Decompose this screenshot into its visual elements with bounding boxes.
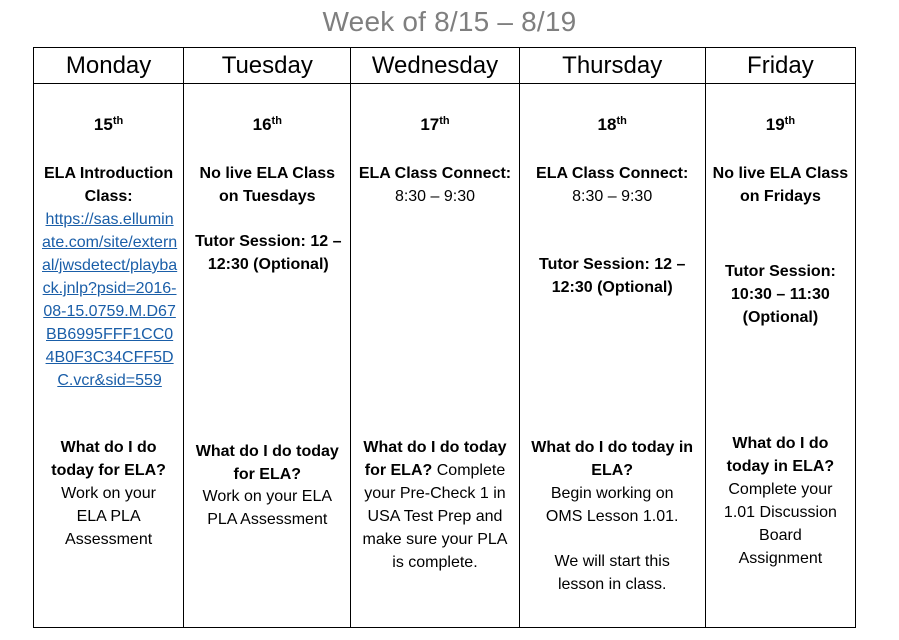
tutor-session: Tutor Session: 12 – 12:30 (Optional) — [195, 233, 342, 273]
class-title: ELA Introduction Class: — [44, 165, 174, 205]
question-heading: What do I do today in ELA? — [726, 435, 835, 475]
date-label: 15th — [93, 115, 124, 134]
note-text: We will start this lesson in class. — [554, 553, 670, 593]
class-title: ELA Class Connect: — [536, 165, 689, 182]
day-cell-monday — [34, 84, 184, 628]
question-heading: What do I do today for ELA? — [195, 443, 339, 483]
task-text: Complete your Pre-Check 1 in USA Test Prep and make sure your PLA is complete. — [362, 462, 508, 571]
task-text: Complete your 1.01 Discussion Board Assignment — [723, 481, 837, 567]
class-time: 8:30 – 9:30 — [394, 188, 476, 205]
class-title: ELA Class Connect: — [358, 165, 512, 182]
day-header-wednesday: Wednesday — [351, 48, 519, 84]
tutor-session: Tutor Session: 12 – 12:30 (Optional) — [538, 256, 686, 296]
question-and-task — [357, 436, 512, 574]
day-cell-wednesday — [351, 84, 519, 628]
weekly-schedule-table — [33, 47, 856, 628]
class-title: No live ELA Class on Fridays — [712, 165, 849, 205]
date-label: 16th — [252, 115, 282, 134]
page-title: Week of 8/15 – 8/19 — [322, 6, 577, 37]
day-header-tuesday: Tuesday — [184, 48, 351, 84]
date-label: 19th — [765, 115, 796, 134]
date-label: 17th — [420, 115, 450, 134]
day-header-monday: Monday — [34, 48, 184, 84]
tutor-session: Tutor Session: 10:30 – 11:30 (Optional) — [724, 263, 836, 326]
day-cell-friday — [705, 84, 855, 628]
task-text: Work on your ELA PLA Assessment — [61, 485, 157, 548]
day-cell-thursday — [519, 84, 705, 628]
question-heading: What do I do today for ELA? — [363, 439, 507, 479]
class-title: No live ELA Class on Tuesdays — [199, 165, 335, 205]
question-heading: What do I do today for ELA? — [51, 439, 166, 479]
task-text: Work on your ELA PLA Assessment — [202, 488, 333, 528]
day-cell-tuesday — [184, 84, 351, 628]
question-heading: What do I do today in ELA? — [531, 439, 694, 479]
class-recording-link[interactable]: https://sas.elluminate.com/site/external/jwsdetect/playback.jnlp?psid=2016-08-15.0759.M.D67BB6995FFF1CC04B0F3C34CFF5DC.vcr&sid=559 — [42, 211, 178, 389]
date-label: 18th — [597, 115, 627, 134]
class-time: 8:30 – 9:30 — [572, 188, 653, 205]
day-content-row — [34, 84, 856, 628]
task-text: Begin working on OMS Lesson 1.01. — [545, 485, 679, 525]
day-header-row — [34, 48, 856, 84]
day-header-friday: Friday — [705, 48, 855, 84]
day-header-thursday: Thursday — [519, 48, 705, 84]
